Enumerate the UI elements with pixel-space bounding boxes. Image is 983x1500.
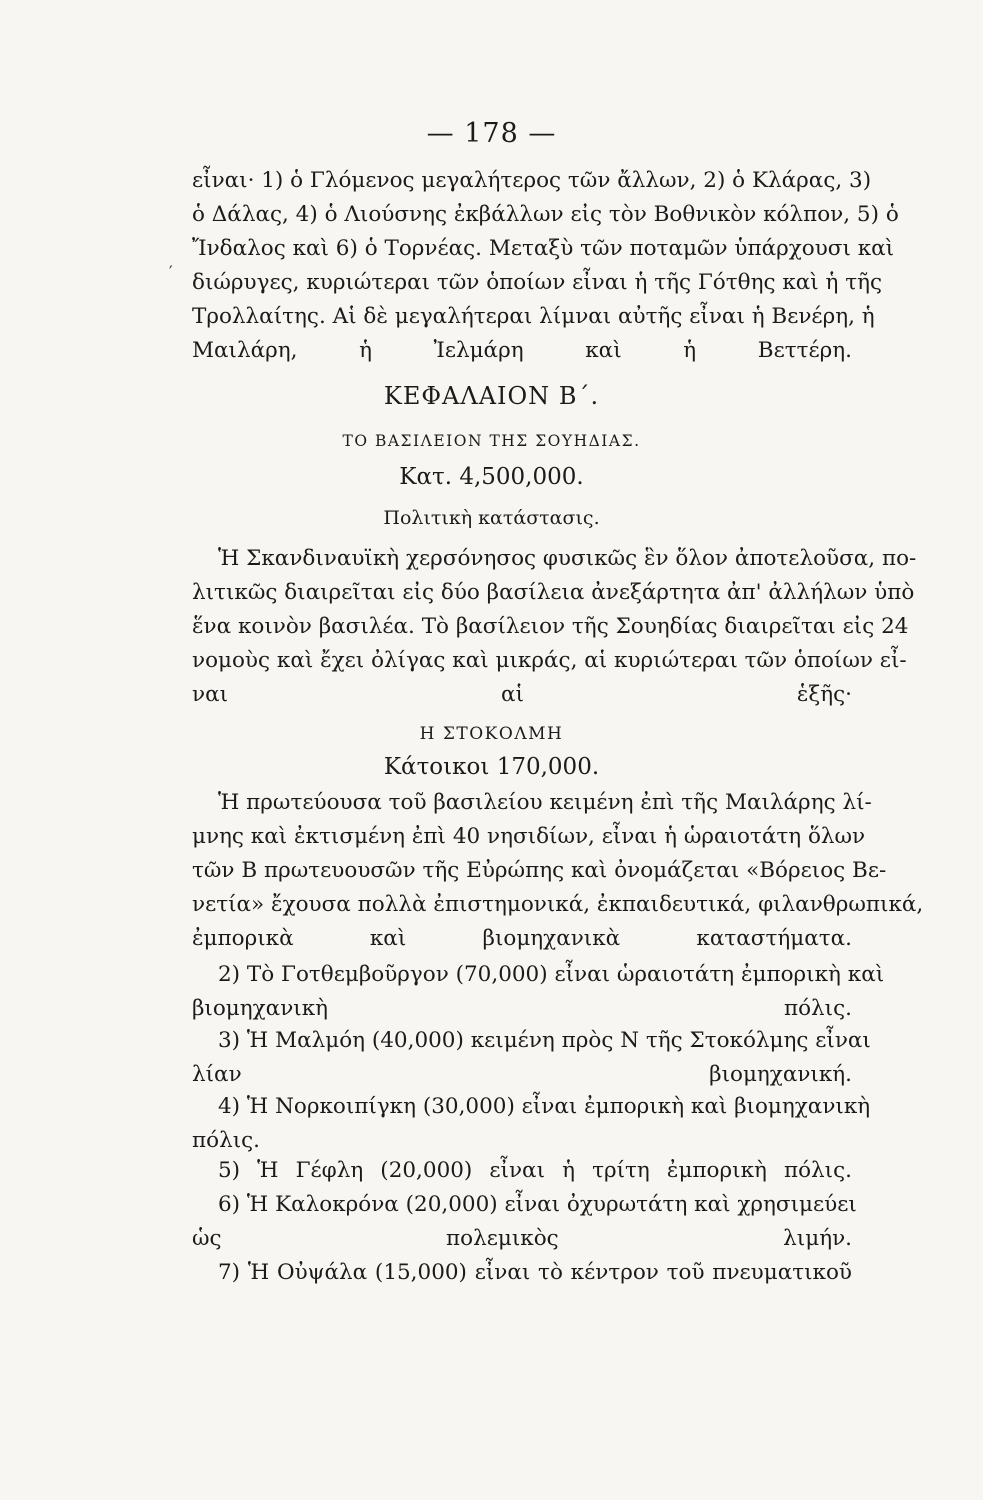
text-line: 7) Ἡ Οὐψάλα (15,000) εἶναι τὸ κέντρον τοῦ πνευματικοῦ bbox=[218, 1260, 852, 1285]
page-number: — 178 — bbox=[426, 118, 557, 149]
kingdom-title: ΤΟ ΒΑΣΙΛΕΙΟΝ ΤΗΣ ΣΟΥΗΔΙΑΣ. bbox=[342, 432, 641, 450]
stockholm-paragraph bbox=[192, 786, 924, 956]
text-line: Ἴνδαλος καὶ 6) ὁ Τορνέας. Μεταξὺ τῶν ποταμῶν ὑπάρχουσι καὶ bbox=[192, 236, 895, 261]
text-line: 4) Ἡ Νορκοιπίγκη (30,000) εἶναι ἐμπορικὴ καὶ βιομηχανικὴ bbox=[218, 1094, 871, 1119]
text-line: νομοὺς καὶ ἔχει ὀλίγας καὶ μικράς, αἱ κυριώτεραι τῶν ὁποίων εἶ- bbox=[192, 648, 907, 673]
text-line: νετία» ἔχουσα πολλὰ ἐπιστημονικά, ἐκπαιδευτικά, φιλανθρωπικά, bbox=[192, 892, 924, 917]
text-line: λίαν βιομηχανική. bbox=[192, 1062, 852, 1087]
text-line: εἶναι· 1) ὁ Γλόμενος μεγαλήτερος τῶν ἄλλων, 2) ὁ Κλάρας, 3) bbox=[192, 168, 872, 193]
city-item-4 bbox=[192, 1090, 871, 1158]
text-line: πόλις. bbox=[192, 1128, 261, 1153]
stray-mark: ′ bbox=[169, 262, 173, 281]
text-line: ἐμπορικὰ καὶ βιομηχανικὰ καταστήματα. bbox=[192, 926, 852, 951]
text-line: λιτικῶς διαιρεῖται εἰς δύο βασίλεια ἀνεξάρτητα ἀπ' ἀλλήλων ὑπὸ bbox=[192, 580, 915, 605]
city-item-3 bbox=[192, 1024, 871, 1092]
text-line: βιομηχανικὴ πόλις. bbox=[192, 996, 852, 1021]
city-item-6 bbox=[192, 1188, 857, 1256]
city-item-7 bbox=[192, 1256, 852, 1290]
text-line: ὡς πολεμικὸς λιμήν. bbox=[192, 1226, 852, 1251]
text-line: 3) Ἡ Μαλμόη (40,000) κειμένη πρὸς Ν τῆς Στοκόλμης εἶναι bbox=[218, 1028, 871, 1053]
rivers-paragraph bbox=[192, 164, 899, 368]
city-item-5 bbox=[192, 1154, 852, 1188]
text-line: τῶν Β πρωτευουσῶν τῆς Εὐρώπης καὶ ὀνομάζεται «Βόρειος Βε- bbox=[192, 858, 887, 883]
text-line: Ἡ Σκανδιναυϊκὴ χερσόνησος φυσικῶς ἓν ὅλον ἀποτελοῦσα, πο- bbox=[218, 546, 917, 571]
text-line: 6) Ἡ Καλοκρόνα (20,000) εἶναι ὀχυρωτάτη καὶ χρησιμεύει bbox=[218, 1192, 857, 1217]
text-line: μνης καὶ ἐκτισμένη ἐπὶ 40 νησιδίων, εἶναι ἡ ὡραιοτάτη ὅλων bbox=[192, 824, 866, 849]
city-population: Κάτοικοι 170,000. bbox=[383, 754, 600, 780]
text-line: Μαιλάρη, ἡ Ἰελμάρη καὶ ἡ Βεττέρη. bbox=[192, 338, 852, 363]
political-paragraph bbox=[192, 542, 917, 712]
city-item-2 bbox=[192, 958, 885, 1026]
chapter-title: ΚΕΦΑΛΑΙΟΝ Β΄. bbox=[383, 382, 600, 410]
text-line: ἕνα κοινὸν βασιλέα. Τὸ βασίλειον τῆς Σουηδίας διαιρεῖται εἰς 24 bbox=[192, 614, 909, 639]
text-line: διώρυγες, κυριώτεραι τῶν ὁποίων εἶναι ἡ τῆς Γότθης καὶ ἡ τῆς bbox=[192, 270, 883, 295]
text-line: ναι αἱ ἑξῆς· bbox=[192, 682, 852, 707]
city-title: Η ΣΤΟΚΟΛΜΗ bbox=[419, 724, 564, 744]
population-total: Κατ. 4,500,000. bbox=[399, 464, 584, 490]
section-title: Πολιτικὴ κατάστασις. bbox=[383, 507, 600, 529]
text-line: Τρολλαίτης. Αἱ δὲ μεγαλήτεραι λίμναι αὐτῆς εἶναι ἡ Βενέρη, ἡ bbox=[192, 304, 875, 329]
text-line: 5) Ἡ Γέφλη (20,000) εἶναι ἡ τρίτη ἐμπορικὴ πόλις. bbox=[218, 1158, 852, 1183]
text-line: 2) Τὸ Γοτθεμβοῦργον (70,000) εἶναι ὡραιοτάτη ἐμπορικὴ καὶ bbox=[218, 962, 885, 987]
text-line: ὁ Δάλας, 4) ὁ Λιούσνης ἐκβάλλων εἰς τὸν Βοθνικὸν κόλπον, 5) ὁ bbox=[192, 202, 899, 227]
text-line: Ἡ πρωτεύουσα τοῦ βασιλείου κειμένη ἐπὶ τῆς Μαιλάρης λί- bbox=[218, 790, 872, 815]
